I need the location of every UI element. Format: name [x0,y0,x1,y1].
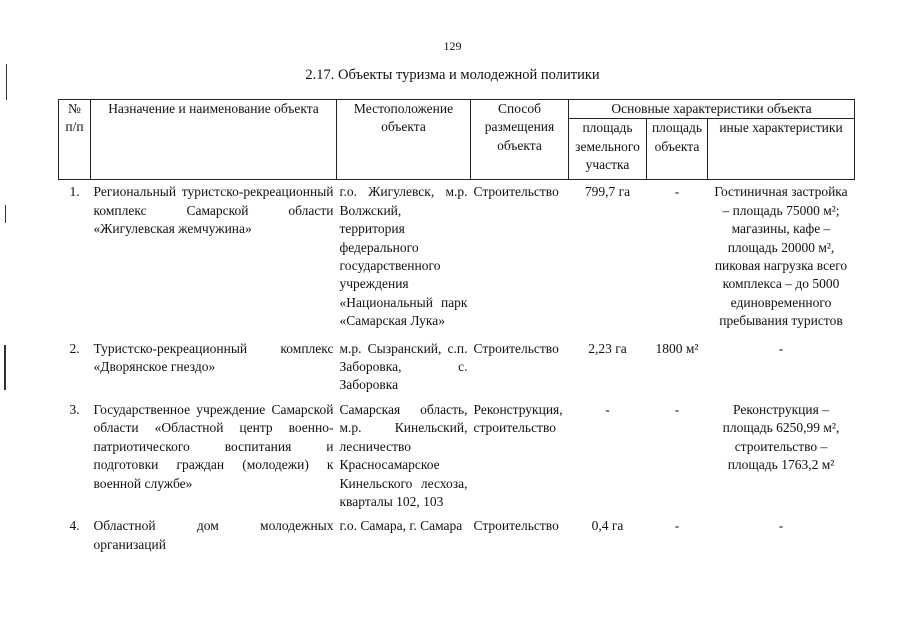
land-area: 0,4 га [591,518,624,534]
object-location: м.р. Сызранский, с.п. Заборовка, с. Заборовка [339,340,468,393]
table-row [59,183,855,330]
other-characteristics: - [778,340,784,356]
object-name: Туристско-рекреационный комплекс «Дворянское гнездо» [93,340,334,375]
object-area: - [674,401,680,417]
section-title: 2.17. Объекты туризма и молодежной политики [305,67,600,83]
table-row [59,340,855,395]
header-name: Назначение и наименование объекта [91,100,337,180]
table-row [59,401,855,511]
object-location: Самарская область, м.р. Кинельский, лесничество Красносамарское Кинельского лесхоза, кварталы 102, 103 [339,401,468,509]
header-land-area: площадь земельного участка [569,119,647,180]
object-area: - [674,184,680,200]
scan-mark [4,345,6,390]
land-area: - [605,401,610,417]
object-location: г.о. Жигулевск, м.р. Волжский, территория федерального государственного учреждения «Национальный парк «Самарская Лука» [339,184,468,329]
placement-method: Строительство [473,518,559,534]
object-area: 1800 м² [655,340,699,356]
header-other: иные характеристики [708,119,855,180]
scan-mark [6,64,7,100]
placement-method: Строительство [473,184,559,200]
objects-table [58,99,855,554]
page-number: 129 [443,39,462,53]
object-name: Региональный туристско-рекреационный комплекс Самарской области «Жигулевская жемчужина» [93,184,334,237]
row-number: 2. [69,340,80,356]
header-object-area: площадь объекта [647,119,708,180]
land-area: 2,23 га [588,340,627,356]
row-number: 1. [69,184,80,200]
placement-method: Реконструкция, строительство [473,401,563,436]
other-characteristics: Реконструкция – площадь 6250,99 м², строительство – площадь 1763,2 м² [722,401,840,473]
object-name: Государственное учреждение Самарской области «Областной центр военно-патриотического воспитания и подготовки граждан (молодежи) к военной службе» [93,401,334,491]
object-location: г.о. Самара, г. Самара [339,518,463,534]
scan-mark [5,205,6,223]
object-name: Областной дом молодежных организаций [93,518,334,552]
header-location: Местоположение объекта [337,100,471,180]
placement-method: Строительство [473,340,559,356]
other-characteristics: - [778,518,784,534]
land-area: 799,7 га [584,184,631,200]
header-method: Способ размещения объекта [471,100,569,180]
row-number: 3. [69,401,80,417]
other-characteristics: Гостиничная застройка – площадь 75000 м²; магазины, кафе – площадь 20000 м², пиковая нагрузка всего комплекса – до 5000 единовременного пребывания туристов [714,184,848,329]
header-num: № п/п [59,100,91,180]
header-characteristics: Основные характеристики объекта [569,100,855,119]
table-row [59,517,855,554]
object-area: - [674,518,680,534]
row-number: 4. [69,518,80,534]
